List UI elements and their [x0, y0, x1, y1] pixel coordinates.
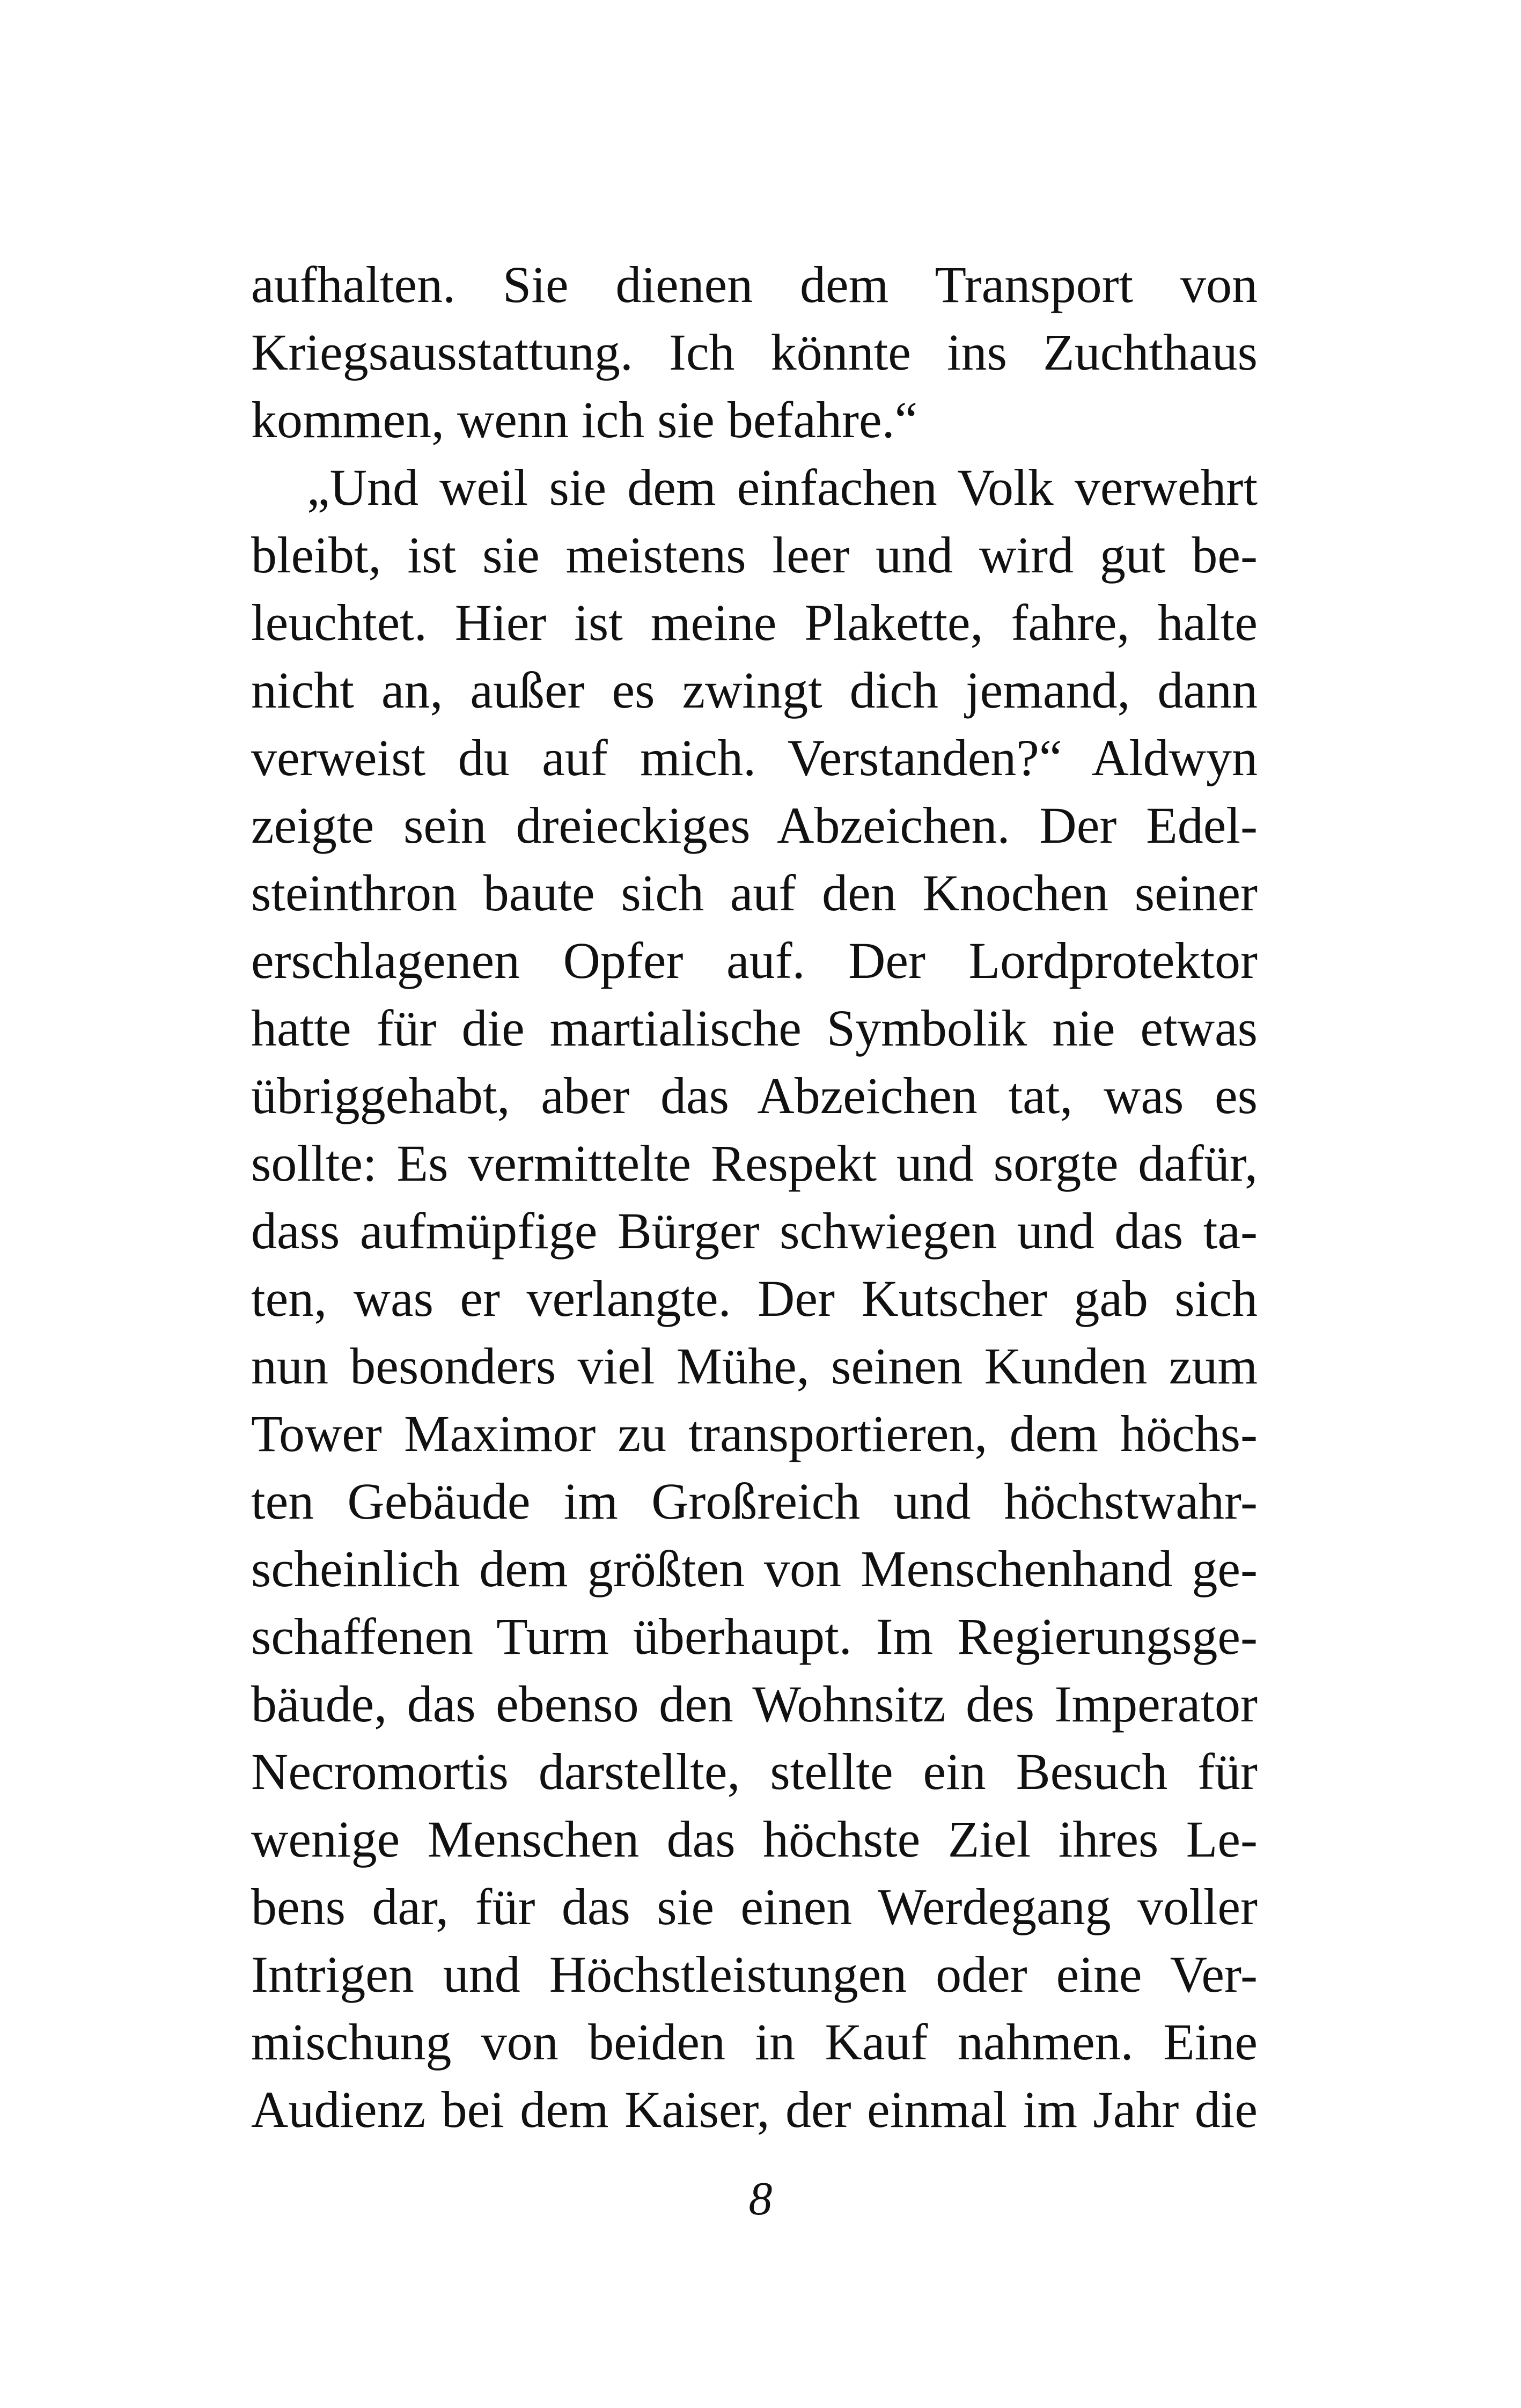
- text-line: hatte für die martialische Symbolik nie etwas: [251, 999, 1258, 1057]
- text-line: kommen, wenn ich sie befahre.“: [251, 391, 918, 448]
- text-line: übriggehabt, aber das Abzeichen tat, was es: [251, 1067, 1258, 1124]
- text-line: schaffenen Turm überhaupt. Im Regierungsge-: [251, 1608, 1258, 1665]
- text-line: mischung von beiden in Kauf nahmen. Eine: [251, 2013, 1258, 2071]
- text-line: erschlagenen Opfer auf. Der Lordprotektor: [251, 932, 1258, 989]
- text-line: bäude, das ebenso den Wohnsitz des Imperator: [251, 1675, 1258, 1733]
- text-line: ten, was er verlangte. Der Kutscher gab sich: [251, 1270, 1258, 1327]
- text-line: Necromortis darstellte, stellte ein Besuch für: [251, 1743, 1258, 1800]
- text-line: ten Gebäude im Großreich und höchstwahr-: [251, 1472, 1258, 1530]
- text-line: nun besonders viel Mühe, seinen Kunden zum: [251, 1337, 1258, 1395]
- body-text: [251, 251, 1258, 2144]
- text-line: nicht an, außer es zwingt dich jemand, dann: [251, 661, 1258, 719]
- text-line: bens dar, für das sie einen Werdegang voller: [251, 1878, 1258, 1935]
- text-line: wenige Menschen das höchste Ziel ihres Le-: [251, 1810, 1258, 1868]
- text-line: bleibt, ist sie meistens leer und wird gut be-: [251, 526, 1258, 584]
- text-line: Intrigen und Höchstleistungen oder eine Ver-: [251, 1946, 1258, 2003]
- text-line: Tower Maximor zu transportieren, dem höchs-: [251, 1405, 1258, 1462]
- text-line: dass aufmüpfige Bürger schwiegen und das ta-: [251, 1202, 1258, 1260]
- text-line: Kriegsausstattung. Ich könnte ins Zuchthaus: [251, 323, 1258, 381]
- text-line: scheinlich dem größten von Menschenhand ge-: [251, 1540, 1258, 1597]
- text-line: Audienz bei dem Kaiser, der einmal im Jahr die: [251, 2081, 1258, 2138]
- text-line: zeigte sein dreieckiges Abzeichen. Der Edel-: [251, 797, 1258, 854]
- text-line: verweist du auf mich. Verstanden?“ Aldwyn: [251, 729, 1258, 786]
- text-line: steinthron baute sich auf den Knochen seiner: [251, 864, 1258, 922]
- text-line: leuchtet. Hier ist meine Plakette, fahre, halte: [251, 594, 1258, 651]
- text-line: „Und weil sie dem einfachen Volk verwehrt: [307, 459, 1258, 516]
- text-line: sollte: Es vermittelte Respekt und sorgte dafür,: [251, 1135, 1258, 1192]
- text-line: aufhalten. Sie dienen dem Transport von: [251, 256, 1258, 313]
- page-number: 8: [748, 2173, 773, 2225]
